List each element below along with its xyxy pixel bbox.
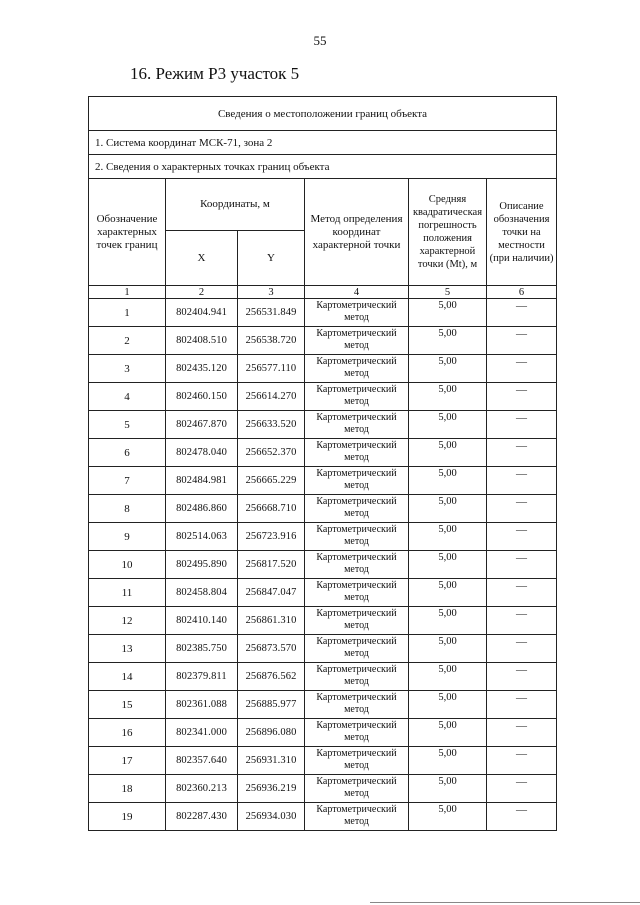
accuracy-cell: 5,00 — [409, 495, 487, 523]
coord-x: 802357.640 — [166, 747, 238, 775]
coord-x: 802478.040 — [166, 439, 238, 467]
coord-x: 802486.860 — [166, 495, 238, 523]
method-cell: Картометрический метод — [305, 551, 409, 579]
accuracy-cell: 5,00 — [409, 551, 487, 579]
coord-y: 256538.720 — [238, 327, 305, 355]
point-number: 1 — [89, 299, 166, 327]
coord-y: 256896.080 — [238, 719, 305, 747]
point-number: 11 — [89, 579, 166, 607]
point-number: 14 — [89, 663, 166, 691]
point-number: 3 — [89, 355, 166, 383]
accuracy-cell: 5,00 — [409, 327, 487, 355]
table-row — [89, 635, 557, 663]
table-row — [89, 747, 557, 775]
accuracy-cell: 5,00 — [409, 299, 487, 327]
table-row — [89, 691, 557, 719]
accuracy-cell: 5,00 — [409, 607, 487, 635]
accuracy-cell: 5,00 — [409, 355, 487, 383]
coord-y: 256934.030 — [238, 803, 305, 831]
method-cell: Картометрический метод — [305, 327, 409, 355]
accuracy-cell: 5,00 — [409, 803, 487, 831]
coord-x: 802435.120 — [166, 355, 238, 383]
method-cell: Картометрический метод — [305, 691, 409, 719]
method-cell: Картометрический метод — [305, 579, 409, 607]
point-number: 2 — [89, 327, 166, 355]
table-row — [89, 383, 557, 411]
method-cell: Картометрический метод — [305, 411, 409, 439]
accuracy-cell: 5,00 — [409, 719, 487, 747]
coord-y: 256531.849 — [238, 299, 305, 327]
coord-x: 802404.941 — [166, 299, 238, 327]
table-title: Сведения о местоположении границ объекта — [89, 97, 557, 131]
method-cell: Картометрический метод — [305, 719, 409, 747]
coord-y: 256861.310 — [238, 607, 305, 635]
header-x: X — [166, 231, 238, 286]
accuracy-cell: 5,00 — [409, 775, 487, 803]
method-cell: Картометрический метод — [305, 355, 409, 383]
page-number: 55 — [313, 33, 327, 48]
accuracy-cell: 5,00 — [409, 663, 487, 691]
section-heading: 16. Режим Р3 участок 5 — [130, 64, 300, 83]
points-info-line: 2. Сведения о характерных точках границ объекта — [89, 155, 557, 179]
method-cell: Картометрический метод — [305, 467, 409, 495]
description-cell: — — [487, 579, 557, 607]
header-accuracy: Средняя квадратическая погрешность положения характерной точки (Mt), м — [409, 179, 487, 286]
coord-x: 802408.510 — [166, 327, 238, 355]
table-row — [89, 551, 557, 579]
description-cell: — — [487, 327, 557, 355]
accuracy-cell: 5,00 — [409, 439, 487, 467]
coord-y: 256931.310 — [238, 747, 305, 775]
point-number: 18 — [89, 775, 166, 803]
header-y: Y — [238, 231, 305, 286]
accuracy-cell: 5,00 — [409, 635, 487, 663]
accuracy-cell: 5,00 — [409, 467, 487, 495]
method-cell: Картометрический метод — [305, 383, 409, 411]
table-row — [89, 719, 557, 747]
point-number: 16 — [89, 719, 166, 747]
coord-y: 256876.562 — [238, 663, 305, 691]
table-row — [89, 523, 557, 551]
point-number: 4 — [89, 383, 166, 411]
description-cell: — — [487, 691, 557, 719]
points-info-row — [89, 155, 557, 179]
description-cell: — — [487, 383, 557, 411]
coord-y: 256873.570 — [238, 635, 305, 663]
description-cell: — — [487, 551, 557, 579]
point-number: 15 — [89, 691, 166, 719]
header-description: Описание обозначения точки на местности (при наличии) — [487, 179, 557, 286]
coordinate-system-row — [89, 131, 557, 155]
accuracy-cell: 5,00 — [409, 579, 487, 607]
table-row — [89, 355, 557, 383]
column-number: 1 — [89, 286, 166, 299]
method-cell: Картометрический метод — [305, 775, 409, 803]
accuracy-cell: 5,00 — [409, 383, 487, 411]
column-number: 6 — [487, 286, 557, 299]
description-cell: — — [487, 355, 557, 383]
column-number: 2 — [166, 286, 238, 299]
description-cell: — — [487, 607, 557, 635]
coord-x: 802385.750 — [166, 635, 238, 663]
description-cell: — — [487, 635, 557, 663]
description-cell: — — [487, 467, 557, 495]
description-cell: — — [487, 747, 557, 775]
coord-x: 802361.088 — [166, 691, 238, 719]
coordinate-system-line: 1. Система координат МСК-71, зона 2 — [89, 131, 557, 155]
table-row — [89, 467, 557, 495]
table-row — [89, 299, 557, 327]
point-number: 12 — [89, 607, 166, 635]
coord-y: 256668.710 — [238, 495, 305, 523]
coord-y: 256936.219 — [238, 775, 305, 803]
method-cell: Картометрический метод — [305, 523, 409, 551]
accuracy-cell: 5,00 — [409, 747, 487, 775]
coord-x: 802467.870 — [166, 411, 238, 439]
column-number: 4 — [305, 286, 409, 299]
description-cell: — — [487, 439, 557, 467]
table-row — [89, 327, 557, 355]
point-number: 6 — [89, 439, 166, 467]
table-row — [89, 607, 557, 635]
description-cell: — — [487, 299, 557, 327]
coord-y: 256723.916 — [238, 523, 305, 551]
point-number: 10 — [89, 551, 166, 579]
point-number: 19 — [89, 803, 166, 831]
description-cell: — — [487, 523, 557, 551]
table-row — [89, 495, 557, 523]
point-number: 5 — [89, 411, 166, 439]
point-number: 9 — [89, 523, 166, 551]
header-method: Метод определения координат характерной точки — [305, 179, 409, 286]
header-row-1 — [89, 179, 557, 231]
coord-x: 802360.213 — [166, 775, 238, 803]
description-cell: — — [487, 803, 557, 831]
method-cell: Картометрический метод — [305, 663, 409, 691]
description-cell: — — [487, 495, 557, 523]
accuracy-cell: 5,00 — [409, 523, 487, 551]
coord-x: 802514.063 — [166, 523, 238, 551]
coord-x: 802458.804 — [166, 579, 238, 607]
point-number: 17 — [89, 747, 166, 775]
accuracy-cell: 5,00 — [409, 691, 487, 719]
coord-y: 256885.977 — [238, 691, 305, 719]
coord-x: 802410.140 — [166, 607, 238, 635]
coord-y: 256614.270 — [238, 383, 305, 411]
coord-x: 802460.150 — [166, 383, 238, 411]
table-row — [89, 663, 557, 691]
coord-y: 256665.229 — [238, 467, 305, 495]
table-title-row — [89, 97, 557, 131]
accuracy-cell: 5,00 — [409, 411, 487, 439]
point-number: 7 — [89, 467, 166, 495]
coord-y: 256847.047 — [238, 579, 305, 607]
coord-y: 256633.520 — [238, 411, 305, 439]
coord-x: 802484.981 — [166, 467, 238, 495]
method-cell: Картометрический метод — [305, 439, 409, 467]
coord-x: 802495.890 — [166, 551, 238, 579]
column-number: 5 — [409, 286, 487, 299]
coord-y: 256577.110 — [238, 355, 305, 383]
coord-y: 256817.520 — [238, 551, 305, 579]
table-row — [89, 803, 557, 831]
coord-x: 802341.000 — [166, 719, 238, 747]
boundary-points-table — [88, 96, 557, 831]
coord-x: 802379.811 — [166, 663, 238, 691]
header-designation: Обозначение характерных точек границ — [89, 179, 166, 286]
description-cell: — — [487, 663, 557, 691]
point-number: 8 — [89, 495, 166, 523]
description-cell: — — [487, 775, 557, 803]
coord-x: 802287.430 — [166, 803, 238, 831]
method-cell: Картометрический метод — [305, 635, 409, 663]
table-row — [89, 411, 557, 439]
description-cell: — — [487, 411, 557, 439]
method-cell: Картометрический метод — [305, 299, 409, 327]
header-coordinates: Координаты, м — [166, 179, 305, 231]
method-cell: Картометрический метод — [305, 607, 409, 635]
table-row — [89, 775, 557, 803]
table-row — [89, 579, 557, 607]
footer-divider — [370, 902, 640, 903]
column-number: 3 — [238, 286, 305, 299]
point-number: 13 — [89, 635, 166, 663]
method-cell: Картометрический метод — [305, 747, 409, 775]
column-numbers-row — [89, 286, 557, 299]
method-cell: Картометрический метод — [305, 803, 409, 831]
table-row — [89, 439, 557, 467]
method-cell: Картометрический метод — [305, 495, 409, 523]
description-cell: — — [487, 719, 557, 747]
coord-y: 256652.370 — [238, 439, 305, 467]
